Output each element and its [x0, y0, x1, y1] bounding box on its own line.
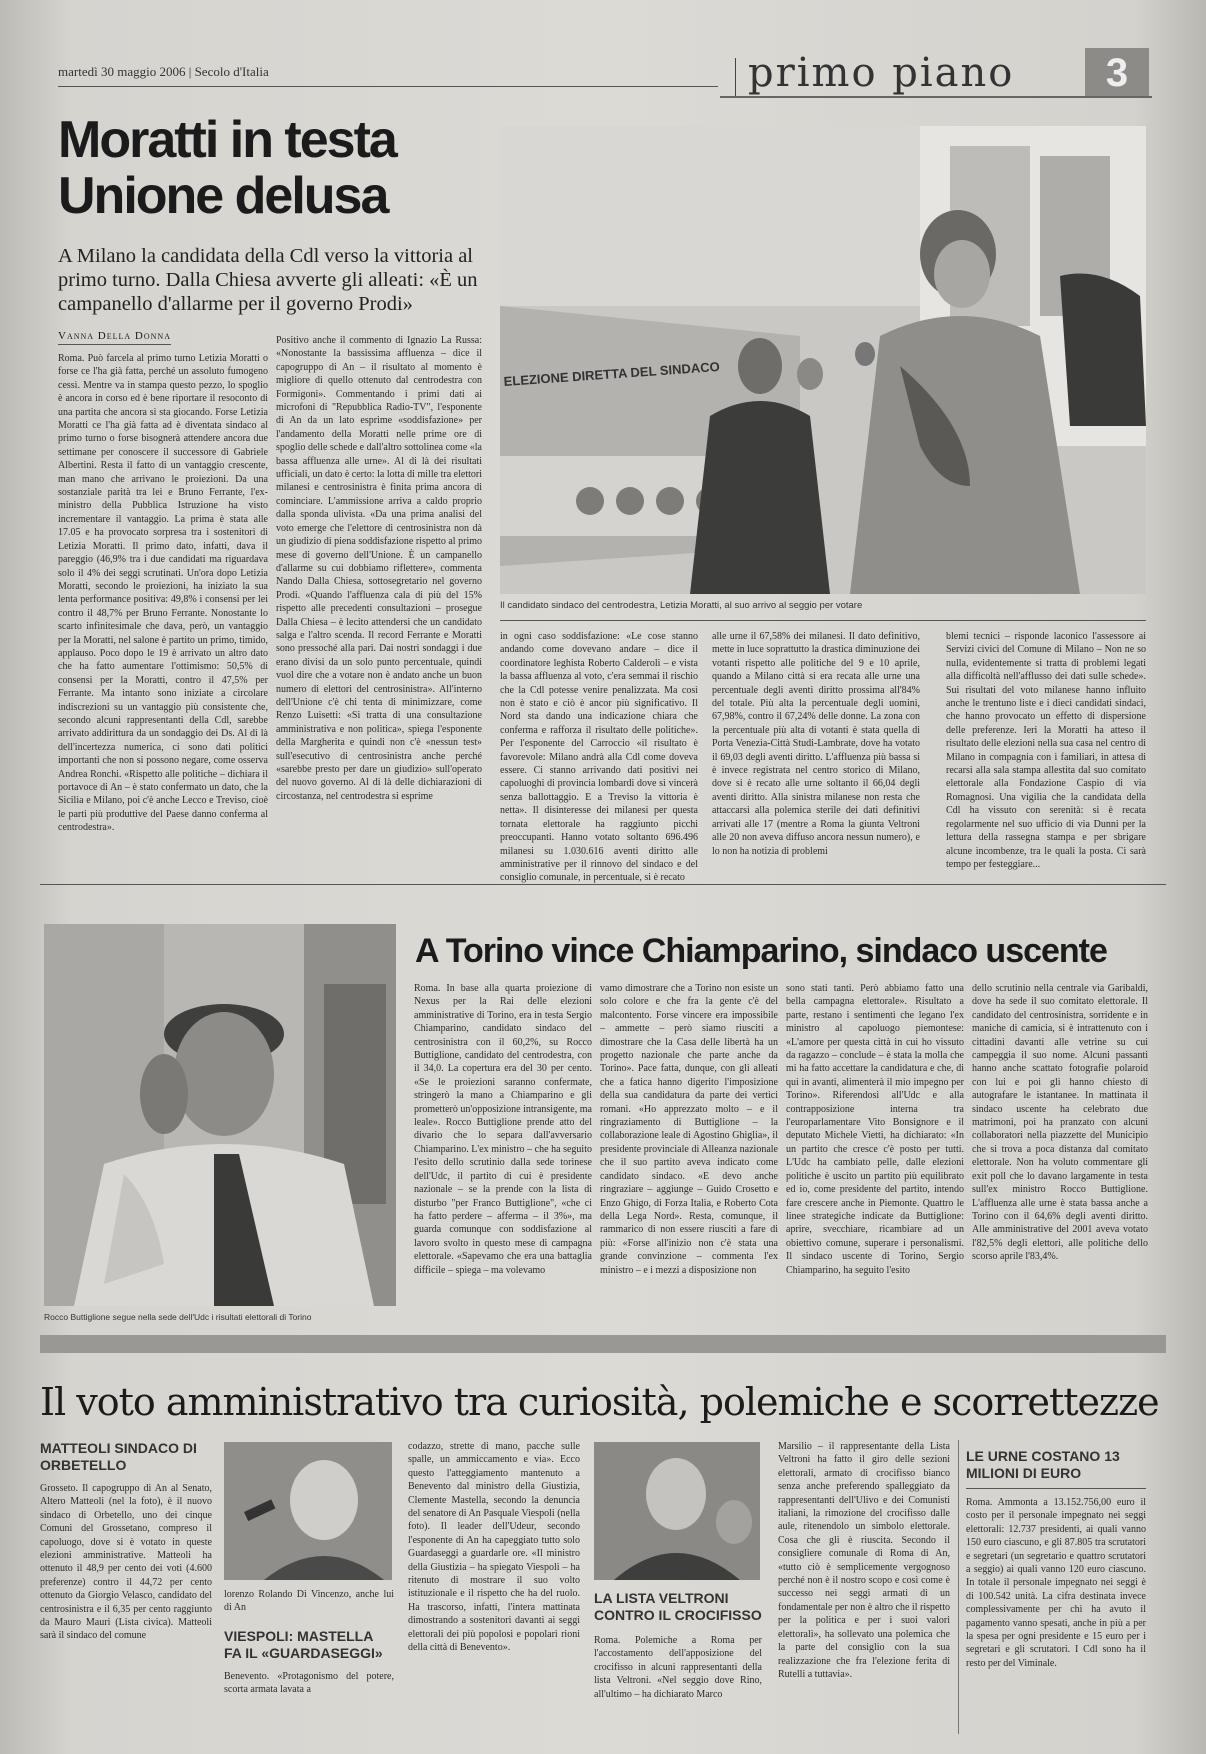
box-veltroni-title: LA LISTA VELTRONI CONTRO IL CROCIFISSO — [594, 1590, 762, 1623]
box-urne-text: Roma. Ammonta a 13.152.756,00 euro il costo per il personale impegnato nei seggi elettorali: 12.737 presidenti, ai quali vanno 150 euro ciascuno, e gli 87.805 tra scrutatori e segretari (un segretario e quattro scrutatori a seggio) ai quali vanno 120 euro ciascuno. In totale il personale impegnato nei seggi è di 100.542 unità. La cifra destinata invece complessivamente per chi ha avuto il pagamento vanno spesati, anche in più a per la spesa per ogni presidente e 15 euro per i segretari e gli scrutatori. I Cdl sono ha il resto per del Viminale. — [966, 1497, 1146, 1669]
header-rule — [58, 86, 718, 87]
article-divider — [40, 884, 1166, 885]
page-number: 3 — [1085, 48, 1149, 98]
box-viespoli-text: Benevento. «Protagonismo del potere, scorta armata lavata a — [224, 1671, 394, 1696]
main-headline: Moratti in testa Unione delusa — [58, 111, 396, 225]
bottom-headline: Il voto amministrativo tra curiosità, polemiche e scorrettezze — [40, 1380, 1159, 1424]
buttiglione-photo — [44, 924, 396, 1306]
torino-column-2: vamo dimostrare che a Torino non esiste un solo colore e che fra la gente c'è del malcontento. Forse vincere era impossibile – ammette – però siamo riusciti a dimostrare che la Casa delle libertà ha un progetto nazionale che parte anche da Torino». Pace fatta, dunque, con gli alleati che a fatica hanno digerito l'imposizione della sua candidatura da parte dei vertici romani. «Ho apprezzato molto – e il ringraziamento di Buttiglione – la collaborazione leale di Agostino Ghiglia», il presidente provinciale di Alleanza nazionale che il suo partito aveva indicato come candidato sindaco. «E devo anche ringraziare – aggiunge – Guido Crosetto e Enzo Ghigo, di Forza Italia, e Roberto Cota della Lega Nord». Resta, comunque, il rammarico di non essere riusciti a fare di più: «Forse all'inizio non c'è stata una grande convinzione – commenta l'ex ministro – e i mezzi a disposizione non — [600, 983, 778, 1276]
moratti-photo-caption: Il candidato sindaco del centrodestra, Letizia Moratti, al suo arrivo al seggio per votare — [500, 600, 863, 611]
issue-date: martedì 30 maggio 2006 — [58, 64, 186, 79]
box-matteoli-text: Grosseto. Il capogruppo di An al Senato, Altero Matteoli (nel la foto), è il nuovo sindaco di Orbetello, uno dei cinque Comuni del Grossetano, compreso il capoluogo, dove si è votato in queste elezioni amministrative. Matteoli ha ottenuto il 48,9 per cento dei voti (4.600 preferenze) contro il 44,72 per cento ottenuto da Giorgio Velasco, candidato del centrosinistra e il 6,35 per cento raggiunto da Mauro Mauri (Lista civica). Matteoli sarà il sindaco del comune — [40, 1483, 212, 1642]
main-subtitle: A Milano la candidata della Cdl verso la vittoria al primo turno. Dalla Chiesa avverte gli alleati: «È un campanello d'allarme per il governo Prodi» — [58, 245, 478, 315]
moratti-photo-image — [500, 126, 1146, 594]
box-veltroni-text: Roma. Polemiche a Roma per l'accostamento dell'apposizione del crocifisso in alcuni rappresentanti della lista Veltroni. «Nel seggio dove Rino, all'ultimo – ha dichiarato Marco — [594, 1635, 762, 1700]
box-matteoli-title: MATTEOLI SINDACO DI ORBETELLO — [40, 1440, 197, 1473]
main-column-5: blemi tecnici – risponde laconico l'assessore ai Servizi civici del Comune di Milano – Non ne so nulla, evidentemente si tratta di problemi legati alla difficoltà nell'afflusso dei dati sulle schede». Sui risultati del voto milanese hanno influito anche le trentuno liste e i dieci candidati sindaci, che hanno provocato un effetto di dispersione delle preferenze. Ieri la Moratti ha atteso il risultato delle elezioni nella sua casa nel centro di Milano in compagnia con i familiari, in attesa di recarsi alla sala stampa allestita dal suo comitato elettorale alla Fondazione Caspio di via Romagnosi. Una vigilia che la candidata della Cdl ha vissuto con serenità: si è recata regolarmente nel suo ufficio di via Dunni per la lettura della rassegna stampa e per sbrigare alcune incombenze, tra le quali la posta. Ci sarà tempo per festeggiare... — [946, 631, 1146, 870]
torino-column-3: sono stati tanti. Però abbiamo fatto una bella campagna elettorale». Risultato a parte, restano i sentimenti che legano l'ex ministro al capoluogo piemontese: «L'amore per questa città in cui ho vissuto da ragazzo – conclude – è stata la molla che mi ha fatto accettare la candidatura e che, di qui in avanti, alimenterà il mio impegno per Torino». Riferendosi all'Udc e alla contrapposizione interna tra l'europarlamentare Vito Bonsignore e il deputato Michele Vietti, ha dichiarato: «In un partito che cresce c'è posto per tutti. L'Udc ha cambiato pelle, dalle elezioni politiche è uscito un partito più equilibrato ed io, come presidente del partito, intendo fare crescere anche in Piemonte. Quattro le linee strategiche indicate da Buttiglione: aprire, svecchiare, ricambiare ad un obiettivo comune, superare i personalismi. Il sindaco uscente di Torino, Sergio Chiamparino, ha seguito l'esito — [786, 983, 964, 1276]
torino-column-1: Roma. In base alla quarta proiezione di Nexus per la Rai delle elezioni amministrative di Torino, era in testa Sergio Chiamparino, candidato sindaco del centrosinistra con il 60,2%, su Rocco Buttiglione, candidato del centrodestra, con il 34,0. La copertura era del 30 per cento. «Se le proiezioni saranno confermate, stringerò la mano a Chiamparino e gli prometterò un'opposizione intransigente, ma leale». Rocco Buttiglione prende atto del divario che lo separa dall'avversario Chiamparino. L'ex ministro – che ha seguito l'esito dello scrutinio dalla sede torinese dell'Udc, il partito di cui è presidente nazionale – se la prende con la lista di disturbo "per Franco Buttiglione", «che ci ha fatto perdere – afferma – il 3%», ma guarda comunque con soddisfazione al lavoro svolto in questo mese di campagna elettorale. «Sapevamo che era una battaglia difficile – spiega – ma volevamo — [414, 983, 592, 1276]
caption-rule — [500, 620, 1146, 621]
header-separator — [735, 58, 736, 96]
main-column-4: alle urne il 67,58% dei milanesi. Il dato definitivo, mette in luce soprattutto la drastica diminuzione dei votanti rispetto alle politiche del 9 e 10 aprile, quando a Milano città si era recata alle urne una percentuale degli aventi diritto prossima all'84% del totale. Più alta la percentuale degli uomini, 67,98%, contro il 67,24% delle donne. La zona con la percentuale più alta di votanti è stata quella di Porta Venezia-Città Studi-Lambrate, dove ha votato il 69,03 degli aventi diritto. L'affluenza più bassa si è invece registrata nel centro storico di Milano, dove si è recato alle urne soltanto il 66,04 degli aventi diritto. Alla sinistra milanese non resta che attaccarsi alla polemica sterile dei dati definitivi arrivati alle 17 (mentre a Roma la giunta Veltroni alle 20 non aveva diffuso ancora nessun numero), e lo non ha notizia di problemi — [712, 631, 920, 857]
section-band — [40, 1335, 1166, 1353]
matteoli-photo — [224, 1442, 392, 1580]
box-urne-title: LE URNE COSTANO 13 MILIONI DI EURO — [966, 1448, 1120, 1481]
buttiglione-photo-image — [44, 924, 396, 1306]
marsilio-photo — [594, 1442, 760, 1580]
main-column-3: in ogni caso soddisfazione: «Le cose stanno andando come dovevano andare – dice il coordinatore leghista Roberto Calderoli – e vista la bassa affluenza al voto, c'era semmai il rischio che la Cdl potesse venire penalizzata. Ma così non è stato e ciò è ancor più significativo. Il Nord sta dando una indicazione chiara che conferma e rafforza il risultato delle politiche». Per l'esponente del Carroccio «il risultato è favorevole: Milano andrà alla Cdl come doveva essere. Ci stanno arrivando dati positivi nei capoluoghi di provincia lombardi dove si vincerà senza ballottaggio. E a Treviso la vittoria è netta». Il disinteresse dei milanesi per questa tornata elettorale ha raggiunto picchi preoccupanti. Hanno votato soltanto 696.496 milanesi su 1.030.616 aventi diritto alle amministrative per il rinnovo del sindaco e del consiglio comunale, in percentuale, si è recato — [500, 631, 698, 884]
main-byline: Vanna Della Donna — [58, 330, 171, 345]
buttiglione-photo-caption: Rocco Buttiglione segue nella sede dell'Udc i risultati elettorali di Torino — [44, 1312, 312, 1322]
main-column-2: Positivo anche il commento di Ignazio La Russa: «Nonostante la bassissima affluenza – dice il capogruppo di An – il risultato al momento è migliore di quello ottenuto dal centrodestra con Formigoni». Commentando i primi dati ai microfoni di "Repubblica Radio-TV", l'esponente di An da un lato esprime «soddisfazione» per l'andamento della Moratti nelle prime ore di spoglio delle schede e dall'altro sottolinea come «la bassa affluenza alle urne». Al di là dei risultati ufficiali, un dato è certo: la lotta di mille tra elettori milanesi e centrosinistra è finita prima ancora di cominciare. L'ammissione arriva a caldo proprio dalla sponda ulivista. «Da una prima analisi del voto emerge che l'elettore di centrosinistra non dà un giudizio di piena soddisfazione rispetto al primo mese di governo dell'Unione. È un campanello d'allarme su cui dobbiamo riflettere», commenta Nando Dalla Chiesa, sottosegretario nel governo Prodi. «Quando l'affluenza cala di più del 15% rispetto alle precedenti consultazioni – prosegue Dalla Chiesa – è lecito attendersi che un candidato salga e l'altro scenda. Il record Ferrante e Moratti sono pressoché alla pari. Dai nostri sondaggi i due erano divisi da un solo punto percentuale, quindi vuol dire che a votare non è andato anche un buon numero di elettori del centrosinistra». All'interno dell'Unione c'è chi tenta di minimizzare, come Renzo Luisetti: «Si tratta di una consultazione amministrativa e non politica», spiega l'esponente della Margherita e quindi non c'è «nessun test» sull'esecutivo di centrosinistra anche perché «sarebbe presto per dare un giudizio» sull'operato del nuovo governo. Al di là delle dichiarazioni di circostanza, nel centrodestra si esprime — [276, 335, 482, 802]
mastella-column: codazzo, strette di mano, pacche sulle spalle, un ammiccamento e via». Ecco questo l'atteggiamento mantenuto a Benevento dal ministro della Giustizia, Clemente Mastella, secondo la denuncia del senatore di An Pasquale Viespoli (nella foto). Il leader dell'Udeur, secondo l'esponente di An ha capeggiato tutto solo Guardaseggi a guardarle ore. «Il ministro della Giustizia – ha spiegato Viespoli – ha ritenuto di mostrare il suo volto istituzionale e il rispetto che ha del ruolo. Ha trascorso, infatti, l'intera mattinata dimostrando a sostenitori davanti ai seggi elettorali dei più popolosi e popolari rioni della città di Benevento». — [408, 1441, 580, 1654]
box-viespoli-title: VIESPOLI: MASTELLA FA IL «GUARDASEGGI» — [224, 1628, 383, 1661]
moratti-photo — [500, 126, 1146, 594]
section-title: primo piano — [748, 50, 1015, 96]
torino-headline: A Torino vince Chiamparino, sindaco uscente — [415, 932, 1107, 970]
matteoli-photo-caption: lorenzo Rolando Di Vincenzo, anche lui di An — [224, 1589, 394, 1614]
bottom-column-rule — [958, 1440, 959, 1734]
section-rule — [720, 96, 1152, 98]
newspaper-name: Secolo d'Italia — [194, 64, 269, 79]
torino-column-4: dello scrutinio nella centrale via Garibaldi, dove ha sede il suo comitato elettorale. Il candidato del centrosinistra, sorridente e in maniche di camicia, si è intrattenuto con i cittadini davanti alle vetrine su cui campeggia il suo nome. Alcuni passanti hanno anche scattato fotografie polaroid con lui e poi gli hanno chiesto di autografare le istantanee. In mattinata il sindaco uscente ha celebrato due matrimoni, poi ha pranzato con alcuni collaboratori nella piazzette del Municipio che si trova a poca distanza dal comitato elettorale. Non ha voluto commentare gli exit poll che lo davano largamente in testa sull'ex ministro Rocco Buttiglione. L'affluenza alle urne è stata bassa anche a Torino con il 64,6% degli aventi diritto. Alle amministrative del 2001 aveva votato l'82,5% degli elettori, alle politiche dello scorso aprile l'83,4%. — [972, 983, 1148, 1263]
marsilio-column: Marsilio – il rappresentante della Lista Veltroni ha fatto il giro delle sezioni elettorali, armato di crocifisso bianco senza anche preferendo spalleggiato da rappresentanti dell'Ulivo e dei Comunisti italiani, la rimozione del crocifisso dalle aule, ritenendolo un simbolo elettorale. Cosa che gli è riuscita. Secondo il consigliere comunale di Roma di An, «tutto ciò è semplicemente vergognoso perché non è il nostro scopo e così come è successo nei seggi armati di un fondamentale per non è altro che il rispetto per la politica e per i suoi valori elettorali», ha sollevato una polemica che la parte del consiglio con la sua realizzazione che fra l'elezione ferita di Rutelli a tuttavia». — [778, 1441, 950, 1680]
header-dateline: martedì 30 maggio 2006 | Secolo d'Italia — [58, 64, 269, 79]
box-urne-rule — [966, 1488, 1146, 1489]
photo-sign-text: ELEZIONE DIRETTA DEL SINDACO — [503, 358, 721, 389]
matteoli-photo-image — [224, 1442, 392, 1580]
marsilio-photo-image — [594, 1442, 760, 1580]
main-column-1: Roma. Può farcela al primo turno Letizia Moratti o forse ce l'ha già fatta, perché un assoluto fumogeno cessi. Mentre va in stampa questo pezzo, lo spoglio è ancora in corso ed è bene riportare il resoconto di una partita che ancora si sta giocando. Forse Letizia Moratti ce l'ha già fatta ad è diventata sindaco al primo turno o forse bisognerà attendere ancora due settimane per conoscere il successore di Gabriele Albertini. Resta il fatto di un vantaggio crescente, man mano che arrivano le proiezioni. Da una sostanziale parità tra lei e Bruno Ferrante, l'ex-ministro della Pubblica Istruzione ha visto incrementare il vantaggio. La prima è stata alle 17.05 e ha provocato sorpresa tra i sostenitori di Letizia Moratti. Il primo dato, infatti, dava il pareggio (46,9% tra i due candidati ma riguardava solo il 4% dei seggi scrutinati. Un'ora dopo Letizia Moratti, secondo le proiezioni, ha iniziato la sua lenta performance positiva: 49,8% i consensi per lei contro il 48,7% per Bruno Ferrante. Nonostante lo scarto infinitesimale che dava, però, un vantaggio per la Moratti, nel salone è partito un primo, timido, applauso. Poco dopo le 19 è arrivato un altro dato che ha fatto aumentare l'ottimismo: 50,5% di consensi per la Moratti, contro il 47,5% per Ferrante. Ma intanto sono iniziate a circolare indiscrezioni su un vantaggio più consistente che, secondo alcuni rappresentanti della Cdl, sarebbe arrivato addirittura da un sondaggio dei Ds. Al di là dell'incertezza numerica, ci sono dati politici importanti che non si possono negare, come osserva Andrea Ronchi. «Rispetto alle politiche – dichiara il portavoce di An – è stato confermato un dato, che la Sicilia e Milano, poi c'è anche Lecco e Treviso, cioè le parti più produttive del Paese danno conferma al centrodestra». — [58, 353, 268, 834]
